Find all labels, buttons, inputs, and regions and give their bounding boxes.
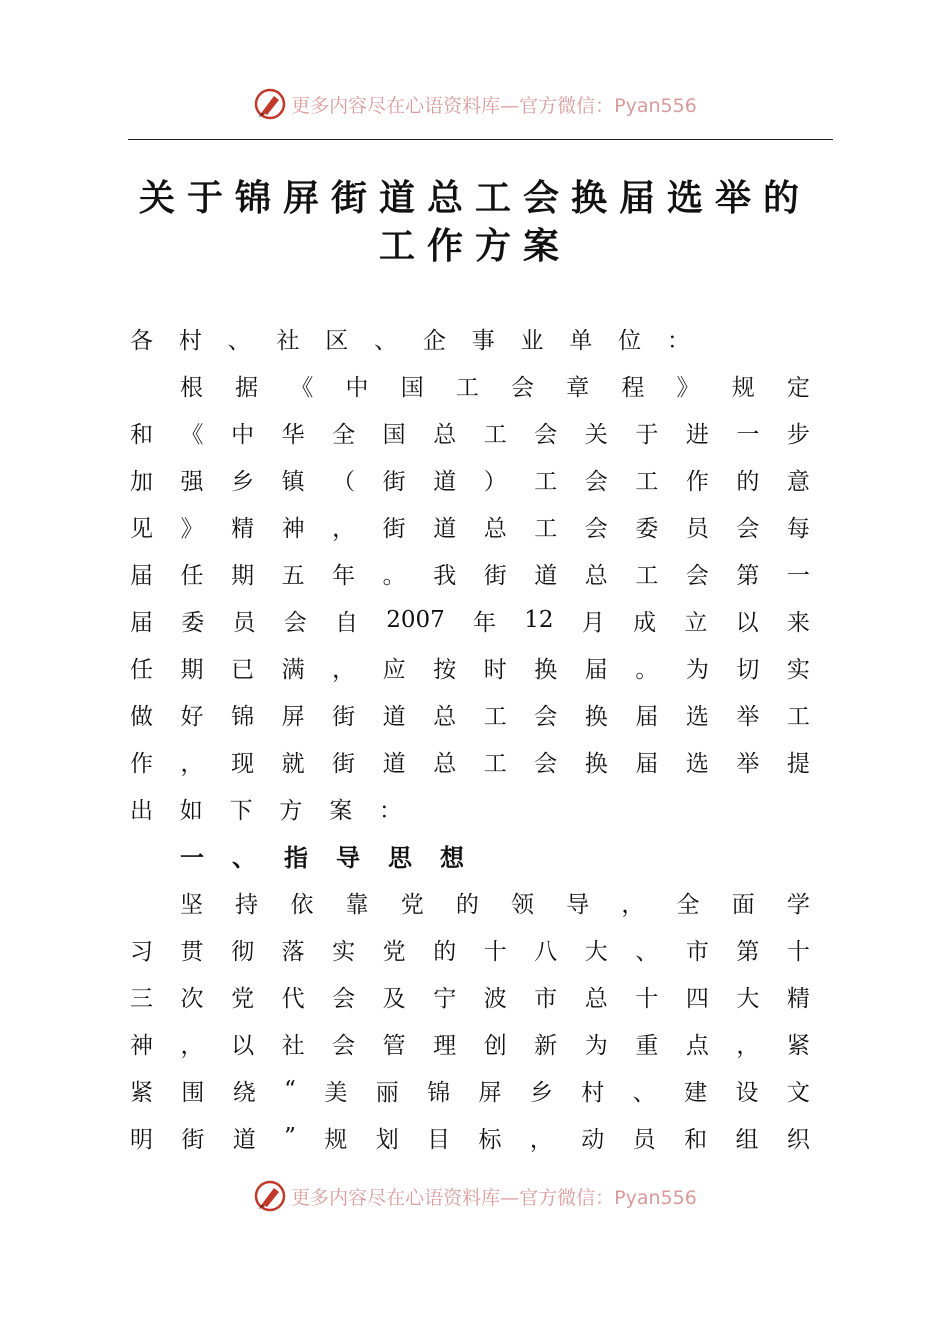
body-line: 神 ， 以 社 会 管 理 创 新 为 重 点 ， 紧 (130, 1032, 810, 1059)
section-heading: 一 、 指 导 思 想 (180, 842, 464, 872)
watermark-text: 更多内容尽在心语资料库—官方微信：Pyan556 (291, 1186, 697, 1209)
body-line: 加 强 乡 镇 （ 街 道 ） 工 会 工 作 的 意 (130, 468, 810, 495)
header-rule (128, 139, 833, 140)
footer-watermark (0, 1176, 950, 1216)
body-line: 任 期 已 满 ， 应 按 时 换 届 。 为 切 实 (130, 656, 810, 683)
salutation-line: 各 村 、 社 区 、 企 事 业 单 位 ： (130, 327, 690, 354)
pen-logo-icon (253, 87, 287, 121)
watermark-wechat: Pyan556 (614, 1186, 697, 1209)
body-line: 出 如 下 方 案 ： (130, 797, 402, 824)
body-line: 根 据 《 中 国 工 会 章 程 》 规 定 (180, 374, 810, 401)
pen-logo-icon (253, 1179, 287, 1213)
body-line: 和 《 中 华 全 国 总 工 会 关 于 进 一 步 (130, 421, 810, 448)
document-title-line-1: 关于锦屏街道总工会换届选举的 (138, 177, 811, 219)
body-line: 届 委 员 会 自 2007 年 12 月 成 立 以 来 (130, 607, 810, 636)
document-title-line-2: 工作方案 (378, 225, 571, 267)
watermark-text: 更多内容尽在心语资料库—官方微信：Pyan556 (291, 94, 697, 117)
body-line: 习 贯 彻 落 实 党 的 十 八 大 、 市 第 十 (130, 938, 810, 965)
header-watermark (0, 84, 950, 124)
body-line: 明 街 道 ” 规 划 目 标 ， 动 员 和 组 织 (130, 1124, 810, 1153)
body-line: 三 次 党 代 会 及 宁 波 市 总 十 四 大 精 (130, 985, 810, 1012)
body-line: 坚 持 依 靠 党 的 领 导 ， 全 面 学 (180, 891, 810, 918)
body-line: 作 ， 现 就 街 道 总 工 会 换 届 选 举 提 (130, 750, 810, 777)
watermark-wechat: Pyan556 (614, 94, 697, 117)
body-line: 届 任 期 五 年 。 我 街 道 总 工 会 第 一 (130, 562, 810, 589)
body-line: 见 》 精 神 ， 街 道 总 工 会 委 员 会 每 (130, 515, 810, 542)
body-line: 做 好 锦 屏 街 道 总 工 会 换 届 选 举 工 (130, 703, 810, 730)
body-line: 紧 围 绕 “ 美 丽 锦 屏 乡 村 、 建 设 文 (130, 1077, 810, 1106)
